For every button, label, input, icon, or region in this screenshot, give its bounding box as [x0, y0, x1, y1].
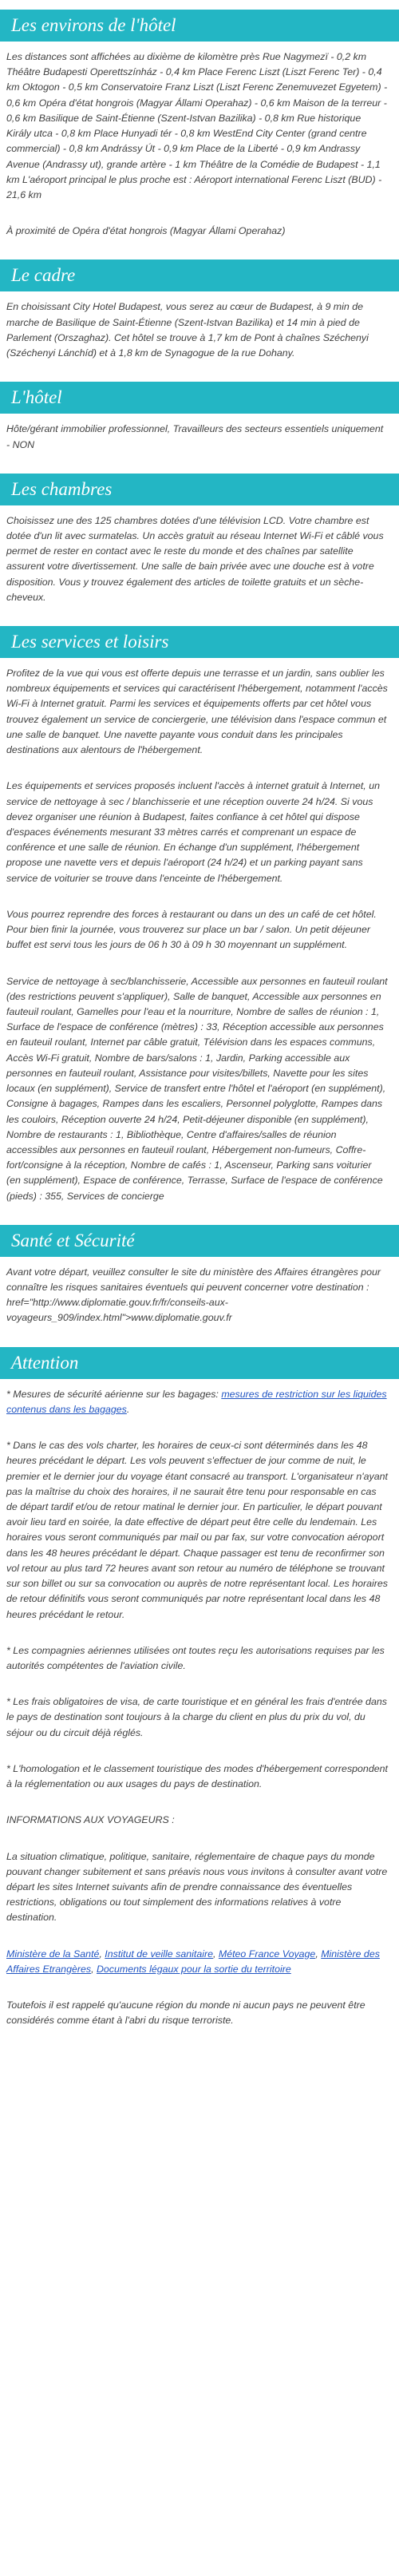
section-attention: [0, 1347, 399, 2029]
baggage-note-prefix: * Mesures de sécurité aérienne sur les bagages:: [6, 1388, 222, 1400]
liquids-restriction-link[interactable]: mesures de restriction sur les liquides contenus dans les bagages: [6, 1388, 387, 1415]
section-title-cadre: Le cadre: [0, 260, 399, 291]
section-hotel: [0, 382, 399, 452]
chambres-text: Choisissez une des 125 chambres dotées d'une télévision LCD. Votre chambre est dotée d'un lit avec surmatelas. Un accès gratuit au réseau Internet Wi-Fi et câblé vous permet de rester en contact avec le reste du monde et des chaînes par satellite assurent votre divertissement. Une salle de bain privée avec une douche est à votre disposition. Vous y trouvez également des articles de toilette gratuits et un sèche-cheveux.: [6, 514, 384, 603]
section-title-environs: Les environs de l'hôtel: [0, 10, 399, 42]
attention-baggage-note: [6, 1387, 388, 1417]
attention-visa-note: * Les frais obligatoires de visa, de carte touristique et en général les frais d'entrée dans le pays de destination sont toujours à la charge du client en plus du prix du vol, du séjour ou du circuit déjà réglés.: [6, 1696, 387, 1738]
attention-airline-note: * Les compagnies aériennes utilisées ont toutes reçu les autorisations requises par les autorités compétentes de l'aviation civile.: [6, 1644, 385, 1671]
link-ministere-sante[interactable]: Ministère de la Santé: [6, 1948, 100, 1960]
closing-text: Toutefois il est rappelé qu'aucune région du monde ni aucun pays ne peuvent être considérés comme étant à l'abri du risque terroriste.: [6, 1999, 365, 2027]
link-veille-sanitaire[interactable]: Institut de veille sanitaire: [105, 1948, 213, 1960]
section-title-chambres: Les chambres: [0, 474, 399, 505]
securite-text: Avant votre départ, veuillez consulter le site du ministère des Affaires étrangères pour connaître les risques sanitaires éventuels qui peuvent concerner votre destination : href="http://www.diplomatie.gouv.fr/fr/conseils-aux-voyageurs_909/index.html">www.diplomatie.gouv.fr: [6, 1266, 381, 1324]
link-documents-legaux[interactable]: Documents légaux pour la sortie du territoire: [96, 1963, 291, 1975]
top-strip: [0, 0, 399, 10]
hotel-text: Hôte/gérant immobilier professionnel, Travailleurs des secteurs essentiels uniquement - NON: [6, 423, 384, 450]
services-paragraph-4: Service de nettoyage à sec/blanchisserie, Accessible aux personnes en fauteuil roulant (des restrictions peuvent s'appliquer), Salle de banquet, Accessible aux personnes en fauteuil roulant, Gamelles pour l'eau et la nourriture, Nombre de salles de réunion : 1, Surface de l'espace de conférence (mètres) : 33, Réception accessible aux personnes en fauteuil roulant, Internet par câble gratuit, Télévision dans les espaces communs, Accès Wi-Fi gratuit, Nombre de bars/salons : 1, Jardin, Parking accessible aux personnes en fauteuil roulant, Assistance pour visites/billets, Navette pour les sites locaux (en supplément), Service de transfert entre l'hôtel et l'aéroport (en supplément), Consigne à bagages, Rampes dans les escaliers, Personnel polyglotte, Rampes dans les couloirs, Réception ouverte 24 h/24, Petit-déjeuner disponible (en supplément), Nombre de restaurants : 1, Bibliothèque, Centre d'affaires/salles de réunion accessibles aux personnes en fauteuil roulant, Hébergement non-fumeurs, Coffre-fort/consigne à la réception, Nombre de cafés : 1, Ascenseur, Parking sans voiturier (en supplément), Espace de conférence, Terrasse, Surface de l'espace de conférence (pieds) : 355, Services de concierge: [6, 975, 388, 1202]
services-paragraph-1: Profitez de la vue qui vous est offerte depuis une terrasse et un jardin, sans oublier les nombreux équipements et services qui caractérisent l'hébergement, notamment l'accès Wi-Fi à Internet gratuit. Parmi les services et équipements offerts par cet hôtel vous trouvez également un service de conciergerie, une télévision dans l'espace commun et une salle de banquet. Une navette payante vous conduit dans les principales destinations aux alentours de l'hébergement.: [6, 668, 388, 756]
section-services: [0, 626, 399, 1204]
section-cadre: [0, 260, 399, 361]
section-chambres: [0, 474, 399, 605]
info-text: La situation climatique, politique, sanitaire, réglementaire de chaque pays du monde pouvant changer subitement et sans préavis nous vous invitons à consulter avant votre départ les sites Internet suivants afin de prendre connaissance des éventuelles restrictions, obligations ou tout simplement des informations relatives à votre destination.: [6, 1850, 388, 1924]
section-environs: [0, 10, 399, 239]
attention-classification-note: * L'homologation et le classement touristique des modes d'hébergement correspondent à la réglementation ou aux usages du pays de destination.: [6, 1762, 388, 1790]
attention-charter-note: * Dans le cas des vols charter, les horaires de ceux-ci sont déterminés dans les 48 heures précédant le départ. Les vols peuvent s'effectuer de jour comme de nuit, le premier et le dernier jour du voyage étant consacré au transport. L'organisateur n'ayant pas la maîtrise du choix des horaires, il ne saurait être tenu pour responsable en cas de départ tardif et/ou de retour matinal le dernier jour. En particulier, le départ pouvant avoir lieu tard en soirée, la date effective de départ peut être celle du lendemain. Les horaires vous seront communiqués par mail ou par fax, sur votre convocation aéroport dans les 48 heures précédant le départ. Chaque passager est tenu de reconfirmer son vol retour au plus tard 72 heures avant son retour au numéro de téléphone se trouvant sur son billet ou sur sa convocation ou auprès de notre représentant local. Les horaires de retour définitifs vous seront communiqués par notre représentant local dans les 48 heures précédant le retour.: [6, 1440, 389, 1620]
baggage-note-suffix: .: [126, 1403, 130, 1415]
cadre-text: En choisissant City Hotel Budapest, vous serez au cœur de Budapest, à 9 min de marche de Basilique de Saint-Étienne (Szent-Istvan Bazilika) et 14 min à pied de Parlement (Orszaghaz). Cet hôtel se trouve à 1,7 km de Pont à chaînes Széchenyi (Széchenyi Lánchíd) et à 1,8 km de Synagogue de la rue Dohany.: [6, 301, 369, 359]
section-title-attention: Attention: [0, 1347, 399, 1379]
environs-nearby: À proximité de Opéra d'état hongrois (Magyar Állami Operahaz): [6, 225, 286, 237]
services-paragraph-3: Vous pourrez reprendre des forces à restaurant ou dans un des un café de cet hôtel. Pour bien finir la journée, vous trouverez sur place un bar / salon. Un petit déjeuner buffet est servi tous les jours de 06 h 30 à 09 h 30 moyennant un supplément.: [6, 908, 377, 951]
services-paragraph-2: Les équipements et services proposés incluent l'accès à internet gratuit à Internet, un service de nettoyage à sec / blanchisserie et une réception ouverte 24 h/24. Si vous devez organiser une réunion à Budapest, faites confiance à cet hôtel qui dispose d'espaces événements mesurant 33 mètres carrés et comprenant un espace de conférence et une salle de réunion. En échange d'un supplément, l'hébergement propose une navette vers et depuis l'aéroport (24 h/24) et un parking payant sans service de voiturier se trouve dans l'enceinte de l'hébergement.: [6, 780, 380, 884]
info-links: Ministère de la Santé, Institut de veille sanitaire, Méteo France Voyage, Ministère des Affaires Etrangères, Documents légaux pour la sortie du territoire: [6, 1948, 380, 1975]
section-title-hotel: L'hôtel: [0, 382, 399, 414]
link-meteo-france[interactable]: Méteo France Voyage: [218, 1948, 316, 1960]
section-securite: [0, 1225, 399, 1326]
link-affaires-etrangeres[interactable]: Ministère des Affaires Etrangères: [6, 1948, 380, 1975]
info-heading: INFORMATIONS AUX VOYAGEURS :: [6, 1814, 175, 1826]
section-title-services: Les services et loisirs: [0, 626, 399, 658]
section-title-securite: Santé et Sécurité: [0, 1225, 399, 1257]
environs-text: Les distances sont affichées au dixième de kilomètre près Rue Nagymezï - 0,2 km Théâtre Budapesti Operettszínház - 0,4 km Place Ferenc Liszt (Liszt Ferenc Ter) - 0,4 km Oktogon - 0,5 km Conservatoire Franz Liszt (Liszt Ferenc Zenemuvezet Egyetem) - 0,6 km Opéra d'état hongrois (Magyar Állami Operahaz) - 0,6 km Maison de la terreur - 0,6 km Basilique de Saint-Étienne (Szent-Istvan Bazilika) - 0,8 km Rue historique Király utca - 0,8 km Place Hunyadi tér - 0,8 km WestEnd City Center (grand centre commercial) - 0,8 km Andrássy Út - 0,9 km Place de la Liberté - 0,9 km Andrassy Avenue (Andrassy ut), grande artère - 1 km Théâtre de la Comédie de Budapest - 1,1 km L'aéroport principal le plus proche est : Aéroport international Ferenc Liszt (BUD) - 21,6 km: [6, 51, 388, 200]
